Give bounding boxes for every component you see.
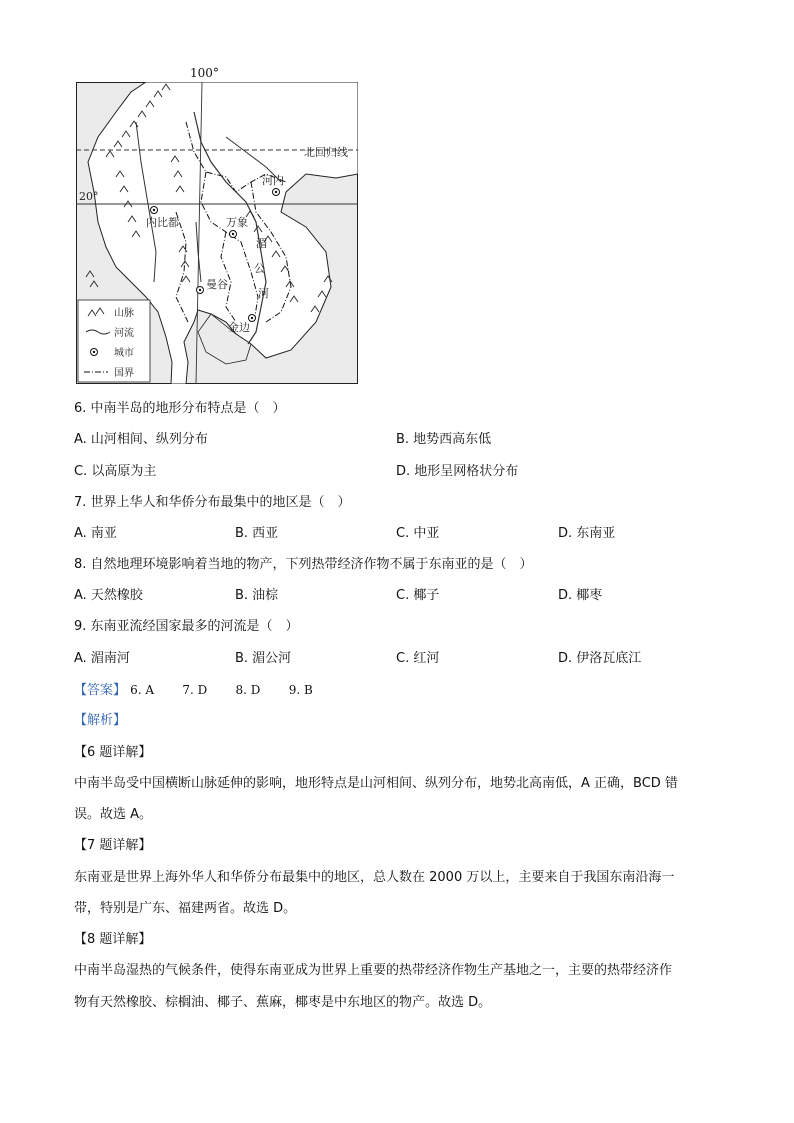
answer-item: 8. D [235,683,261,697]
legend-river-label: 河流 [114,328,134,339]
city-label-bangkok: 曼谷 [206,278,228,291]
section-7-line-1: 东南亚是世界上海外华人和华侨分布最集中的地区，总人数在 2000 万以上，主要来自于我国东南沿海一 [74,870,675,885]
parallel-label: 20° [79,190,99,203]
analysis-label: 【解析】 [74,713,127,728]
section-6-line-2: 误。故选 A。 [74,807,153,822]
indochina-map [76,82,358,384]
legend-city-icon [91,349,98,356]
section-8-line-1: 中南半岛湿热的气候条件，使得东南亚成为世界上重要的热带经济作物生产基地之一，主要的热带经济作 [74,963,673,978]
river-label-char-3: 河 [258,287,269,300]
map-legend [78,300,150,382]
river-label-char-1: 湄 [256,237,267,250]
city-label-vientiane: 万象 [226,216,248,229]
question-8-stem: 8. 自然地理环境影响着当地的物产，下列热带经济作物不属于东南亚的是（ ） [74,557,533,572]
question-9-option-d: D. 伊洛瓦底江 [558,651,642,666]
question-8-option-a: A. 天然橡胶 [74,588,143,603]
question-6-option-b: B. 地势西高东低 [396,432,492,447]
city-label-phnompenh: 金边 [228,321,250,334]
question-7-option-a: A. 南亚 [74,526,117,541]
city-marker-bangkok [197,287,204,294]
city-label-hanoi: 河内 [262,174,284,187]
city-marker-vientiane [230,231,237,238]
question-8-option-c: C. 椰子 [396,588,440,603]
question-7-option-d: D. 东南亚 [558,526,616,541]
tropic-label: 北回归线 [304,146,348,159]
meridian-label: 100° [190,66,219,80]
answer-item: 7. D [182,683,208,697]
answer-label: 【答案】 [74,683,127,698]
river-label-char-2: 公 [254,262,265,275]
question-7-stem: 7. 世界上华人和华侨分布最集中的地区是（ ） [74,495,351,510]
question-9-option-b: B. 湄公河 [235,651,292,666]
question-8-option-b: B. 油棕 [235,588,279,603]
question-8-option-d: D. 椰枣 [558,588,603,603]
legend-border-label: 国界 [114,368,134,379]
answer-row [74,681,313,700]
question-7-option-b: B. 西亚 [235,526,279,541]
question-6-stem: 6. 中南半岛的地形分布特点是（ ） [74,401,286,416]
section-7-title: 【7 题详解】 [74,838,152,853]
city-label-naypyidaw: 内比都 [146,216,179,229]
question-7-option-c: C. 中亚 [396,526,440,541]
section-8-title: 【8 题详解】 [74,932,152,947]
section-6-title: 【6 题详解】 [74,745,152,760]
answer-item: 6. A [130,683,155,697]
section-6-line-1: 中南半岛受中国横断山脉延伸的影响，地形特点是山河相间、纵列分布，地势北高南低，A 正确，BCD 错 [74,776,678,791]
legend-city-label: 城市 [114,348,134,359]
city-marker-hanoi [273,189,280,196]
question-9-option-c: C. 红河 [396,651,440,666]
legend-mountain-label: 山脉 [114,308,134,319]
question-9-stem: 9. 东南亚流经国家最多的河流是（ ） [74,619,299,634]
section-8-line-2: 物有天然橡胶、棕榈油、椰子、蕉麻，椰枣是中东地区的物产。故选 D。 [74,995,492,1010]
section-7-line-2: 带，特别是广东、福建两省。故选 D。 [74,901,297,916]
question-6-option-d: D. 地形呈网格状分布 [396,464,519,479]
question-9-option-a: A. 湄南河 [74,651,130,666]
city-marker-naypyidaw [151,207,158,214]
answer-item: 9. B [288,683,313,697]
question-6-option-a: A. 山河相间、纵列分布 [74,432,208,447]
question-6-option-c: C. 以高原为主 [74,464,157,479]
